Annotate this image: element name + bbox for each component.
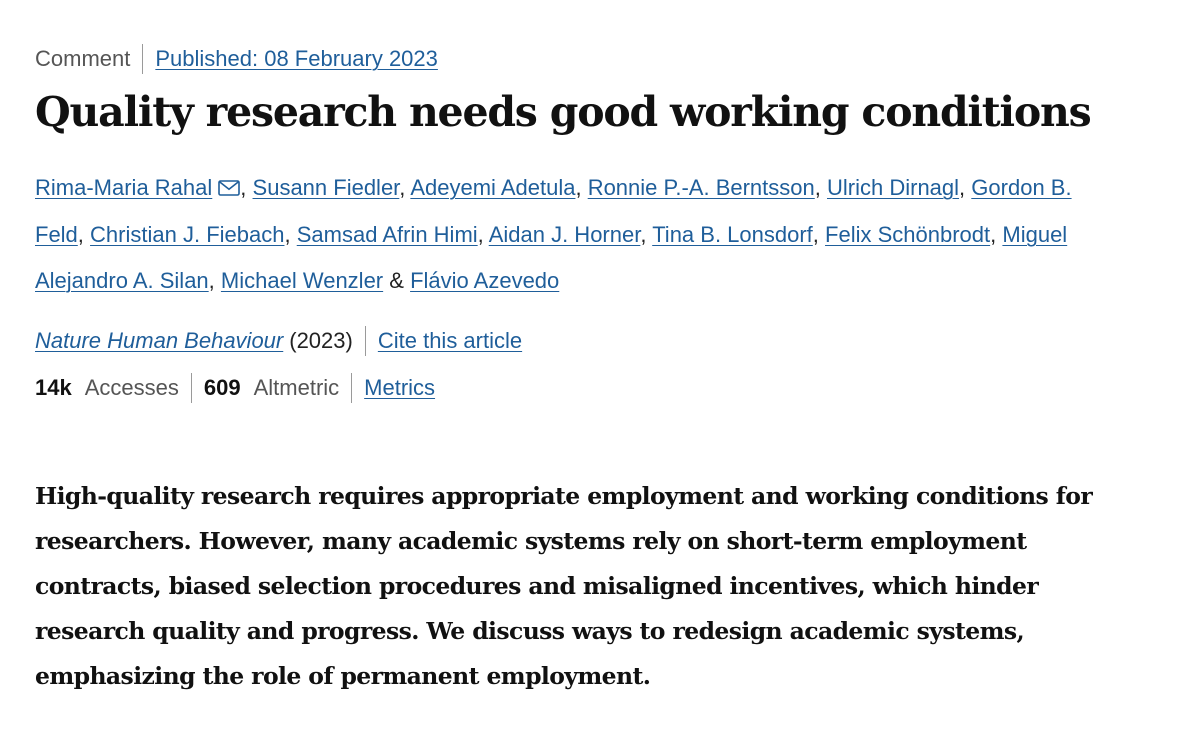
author-link[interactable]: Aidan J. Horner: [488, 222, 641, 247]
metrics-link[interactable]: Metrics: [364, 375, 436, 400]
author-separator: ,: [990, 222, 997, 247]
author-separator: ,: [240, 175, 247, 200]
altmetric-score: 609: [203, 375, 241, 400]
page-title: Quality research needs good working conditions: [35, 88, 1091, 136]
author-separator: ,: [477, 222, 484, 247]
author-separator: ,: [399, 175, 406, 200]
mail-icon[interactable]: [218, 166, 240, 212]
metrics-divider: [351, 373, 352, 403]
article-abstract: High-quality research requires appropriate employment and working conditions for researchers. However, many academic systems rely on short-term employment contracts, biased selection procedures and misaligned incentives, which hinder research quality and progress. We discuss ways to redesign academic systems, emphasizing the role of permanent employment.: [35, 482, 1093, 690]
published-date-link[interactable]: Published: 08 February 2023: [155, 46, 438, 71]
author-link[interactable]: Adeyemi Adetula: [410, 175, 576, 200]
article-type: Comment: [35, 46, 131, 71]
author-link[interactable]: Rima-Maria Rahal: [35, 175, 213, 200]
author-link[interactable]: Ulrich Dirnagl: [827, 175, 960, 200]
article-meta: [35, 42, 438, 76]
author-separator: ,: [640, 222, 647, 247]
journal-divider: [365, 326, 366, 356]
cite-article-link[interactable]: Cite this article: [377, 328, 523, 353]
author-link[interactable]: Gordon B. Feld: [35, 175, 1072, 247]
meta-divider: [142, 44, 143, 74]
author-separator: ,: [77, 222, 84, 247]
journal-info: [35, 324, 522, 358]
author-separator: ,: [284, 222, 291, 247]
author-link[interactable]: Susann Fiedler: [252, 175, 400, 200]
author-link[interactable]: Christian J. Fiebach: [90, 222, 285, 247]
author-ampersand: &: [389, 268, 404, 293]
journal-link[interactable]: Nature Human Behaviour: [35, 328, 284, 353]
author-separator: ,: [575, 175, 582, 200]
author-separator: ,: [959, 175, 966, 200]
altmetric-label: Altmetric: [253, 375, 340, 400]
author-link[interactable]: Ronnie P.-A. Berntsson: [587, 175, 815, 200]
author-link[interactable]: Tina B. Lonsdorf: [652, 222, 813, 247]
accesses-count: 14k: [35, 375, 72, 400]
metrics-divider: [191, 373, 192, 403]
author-link[interactable]: Samsad Afrin Himi: [296, 222, 478, 247]
author-list: [35, 165, 1125, 304]
author-link[interactable]: Felix Schönbrodt: [825, 222, 991, 247]
author-link[interactable]: Flávio Azevedo: [410, 268, 560, 293]
author-link[interactable]: Miguel Alejandro A. Silan: [35, 222, 1068, 293]
author-separator: ,: [812, 222, 819, 247]
author-separator: ,: [208, 268, 215, 293]
author-separator: ,: [814, 175, 821, 200]
accesses-label: Accesses: [84, 375, 179, 400]
author-link[interactable]: Michael Wenzler: [220, 268, 384, 293]
journal-year: (2023): [289, 328, 353, 353]
article-metrics: [35, 371, 435, 405]
